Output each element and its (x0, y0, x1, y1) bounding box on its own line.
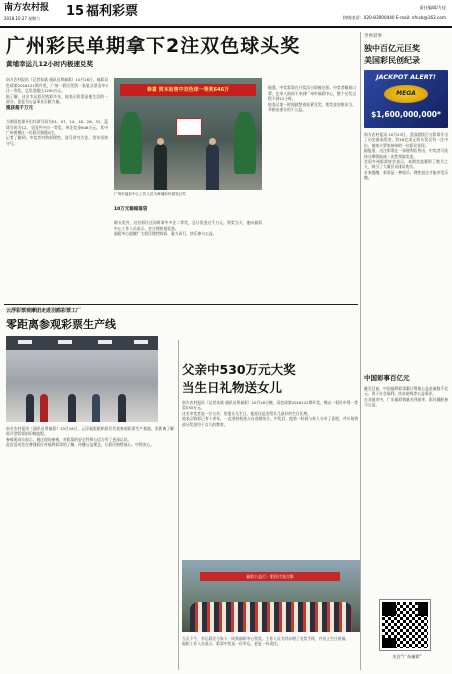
photo-ceiling-light (18, 340, 32, 344)
right-column-body: 南方农村报讯 10月23日，美国超级百万彩票开出了历史最高奖金，约16亿美元的头奖仅有一注中出，被南卡罗来纳州的一位彩民获得。 据报道，这注彩票在一家便利店售出，中奖者可选择分期领取或一次性领取奖金。 美国多州彩票协会表示，本期奖池累积了数月之久，吸引了大量民众排队购买。 专家提醒，彩票是一种娱乐，理性投注才能享受乐趣。 (364, 132, 448, 181)
photo-figure (206, 144, 219, 190)
masthead (0, 0, 452, 28)
photo-figure-head (157, 138, 164, 145)
photo-prize-board (176, 118, 202, 136)
main-story-body-a: 当期双色球开出红球号码为01、07、14、18、28、31，蓝球号码为12。全国共中出一等奖，单注奖金646万元。其中广州黄埔区一位彩民独揽2注。 记者了解到，中奖者对购彩理性，选号讲究方法，常年坚持守号。 (6, 119, 108, 146)
main-story-intro: 南方农村报讯（记者朱斌 通讯员粤福彩）10月16日，福彩双色球第2018121期开奖，广州一彩民凭借一张复式票喜中2注一等奖，总奖金超过1200万元。 据了解，这名幸运彩民购彩多年，他表示彩票是他生活的一部分，更是为公益事业贡献力量。 (6, 77, 108, 104)
right-column-subtitle: 中国彩事百亿元 (364, 374, 410, 382)
main-story-column-1 (6, 72, 108, 304)
main-story-body-b: 除头奖外，这名彩民还同时命中多注二等奖，总计奖金过千万元。领奖当天，他向福彩中心工作人员表示，会合理规划奖金。 福彩中心提醒广大彩民理性购彩、量力而行，快乐参与公益。 (114, 220, 262, 236)
contact-info: 热线电话：020-83000440 E-mail: nfncb@163.com (342, 15, 446, 20)
column-divider (360, 32, 361, 670)
story3-body: 南方农村报讯（记者朱斌 通讯员粤福彩）10月18日晚，双色球第2018122期开奖，佛山一彩民中得一等奖530万元。 这名中奖者是一位父亲，恰逢女儿生日，他说这是送给女儿最好的生日礼物。 他表示购彩已有十余年，一直坚持机选与自选相结合。中奖后，他第一时间与家人分享了喜悦，并计划将部分奖金用于女儿的教育。 (182, 400, 358, 427)
photo-figure (118, 394, 126, 422)
jackpot-amount: $1,600,000,000* (371, 110, 441, 119)
photo-figure (68, 394, 76, 422)
story2-kicker: 云浮彩票观摩团走进羽鸥彩票工厂 (6, 308, 82, 314)
main-story-body-c: 据悉，中奖彩票在开奖次日即被兑领。中奖者戴着口罩，在家人陪同下来到广州市福彩中心，整个兑奖过程不到12小时。 他表示第一时间就想着赶紧兑奖，把奖金安排妥当，并捐出部分用于公益。 (268, 85, 356, 112)
photo-banner: 恭喜 贺本站售中双色球一等奖646万 (120, 84, 256, 96)
story3-headline-line-1: 父亲中530万元大奖 (182, 362, 296, 377)
photo-figure (40, 394, 48, 422)
jackpot-alert-graphic (364, 70, 448, 128)
editor-credit: 责任编辑/方佳 (419, 5, 446, 10)
main-story-subtitle-a: 揽获超千万元 (6, 106, 33, 112)
photo-ceiling-light (134, 340, 148, 344)
right-column-kicker: 世界彩事 (364, 34, 382, 39)
photo-figure-head (209, 138, 216, 145)
section-title: 福利彩票 (86, 4, 139, 19)
photo-decoration (234, 112, 256, 174)
right-column-title-line-2: 美国彩民创纪录 (364, 56, 420, 65)
column-divider (178, 340, 179, 670)
newspaper-logo: 南方农村报 (4, 3, 50, 13)
main-headline: 广州彩民单期拿下2注双色球头奖 (6, 35, 301, 57)
award-ceremony-photo (114, 78, 262, 190)
photo-banner: 福彩公益行 · 彩民代表合影 (200, 572, 340, 581)
photo-caption: 广州市福彩中心工作人员为黄埔彩民颁发巨奖 (114, 192, 186, 196)
qr-code[interactable] (380, 600, 430, 650)
story2-body: 南方农村报讯（通讯员粤福彩）10月18日，云浮福彩组织彩民代表参观彩票生产基地，零距离了解即开型彩票的印制流程。 参观团成员表示，通过现场参观，对彩票的安全性和公信力有了更深认识。 此次活动旨在增强彩民对福利彩票的了解，传播公益理念，让彩民购得放心、中得安心。 (6, 426, 174, 448)
right-column-body-2: 截至目前，中国福利彩票累计筹集公益金逾数千亿元，用于社会福利、扶贫助残等公益事业。 在各地市中，广东福彩销量名列前茅，彩民踊跃参与公益。 (364, 386, 448, 408)
story3-body-2: 当天下午，幸运彩民与家人一同到福彩中心领奖。工作人员为其办理了兑奖手续，并送上生日祝福。 福彩工作人员表示，彩票中奖是一份幸运，更是一份责任。 (182, 636, 350, 647)
main-story-column-2 (114, 200, 262, 304)
main-story-subtitle-b: 10万元稳稳落袋 (114, 207, 148, 213)
qr-caption: 关注“广东福彩” (392, 654, 422, 659)
issue-date: 2018.10.27 星期六 (4, 16, 41, 21)
story2-headline: 零距离参观彩票生产线 (6, 318, 116, 331)
photo-ceiling-light (58, 340, 72, 344)
mega-millions-logo: MEGA (384, 85, 428, 103)
photo-figure (154, 144, 167, 190)
photo-crowd (190, 602, 352, 632)
jackpot-title: JACKPOT ALERT! (376, 73, 436, 81)
photo-figure (26, 394, 34, 422)
section-divider (4, 304, 358, 305)
photo-figure (92, 394, 100, 422)
factory-visit-photo (6, 336, 158, 422)
main-story-column-3 (268, 80, 356, 300)
story3-headline-line-2: 当生日礼物送女儿 (182, 380, 283, 395)
photo-decoration (120, 112, 142, 174)
right-column-title-line-1: 独中百亿元巨奖 (364, 44, 420, 53)
photo-ceiling-light (98, 340, 112, 344)
main-subhead: 黄埔幸运儿12小时内极速兑奖 (6, 60, 94, 68)
prize-group-photo (182, 560, 360, 632)
page-number: 15 (66, 4, 85, 19)
